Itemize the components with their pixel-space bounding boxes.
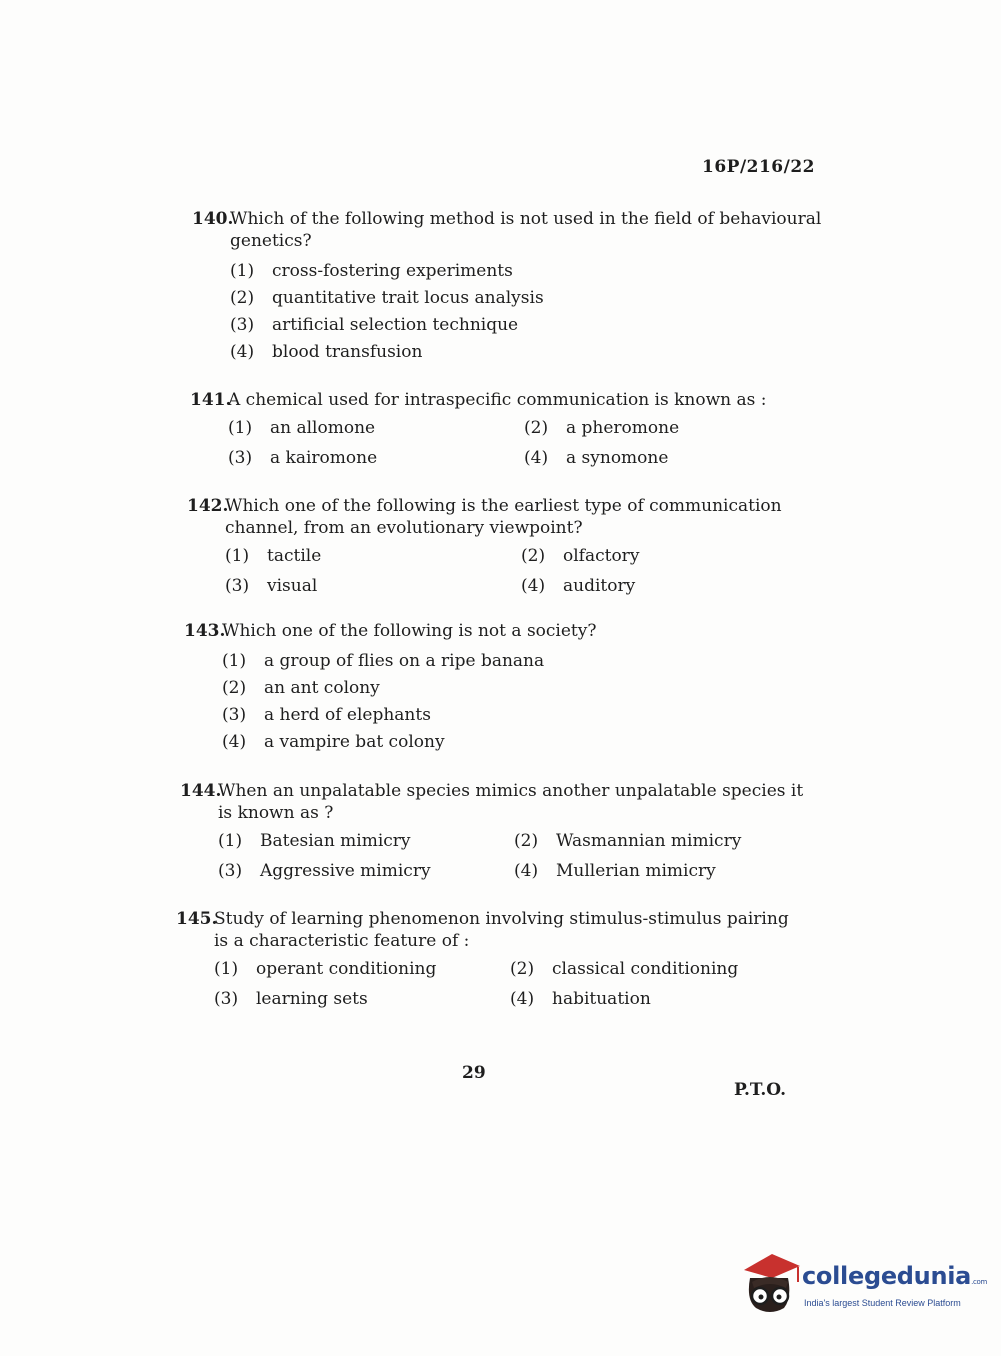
- brand-name: collegedunia.com: [802, 1262, 988, 1290]
- question-140: [192, 208, 822, 365]
- question-text: Which one of the following is the earliest type of communication channel, from an evolutionary viewpoint?: [225, 496, 782, 538]
- question-143: [184, 620, 814, 755]
- pto-label: P.T.O.: [734, 1080, 786, 1100]
- question-number: 140.: [192, 209, 234, 229]
- options-list: [184, 647, 814, 755]
- page-number: 29: [462, 1063, 486, 1083]
- option-2: (2) quantitative trait locus analysis: [230, 287, 544, 308]
- options-grid: [176, 957, 806, 1011]
- question-142: [187, 495, 817, 598]
- question-number: 143.: [184, 621, 226, 641]
- question-number: 144.: [180, 781, 222, 801]
- option-1: (1) operant conditioning: [214, 959, 437, 979]
- collegedunia-watermark: [740, 1248, 988, 1318]
- mascot-icon: [740, 1248, 802, 1316]
- question-145: [176, 908, 806, 1011]
- question-number: 141.: [190, 390, 232, 410]
- option-2: (2) olfactory: [521, 546, 640, 566]
- option-1: (1) Batesian mimicry: [218, 831, 411, 851]
- paper-code: 16P/216/22: [702, 157, 816, 177]
- question-text: Which of the following method is not used in the field of behavioural genetics?: [230, 209, 822, 251]
- option-3: (3) a herd of elephants: [222, 704, 431, 725]
- options-grid: [187, 544, 817, 598]
- option-4: (4) auditory: [521, 576, 636, 596]
- option-1: (1) tactile: [225, 546, 322, 566]
- option-3: (3) visual: [225, 576, 318, 596]
- question-text: When an unpalatable species mimics another unpalatable species it is known as ?: [218, 781, 804, 823]
- option-2: (2) a pheromone: [524, 418, 680, 438]
- option-4: (4) a vampire bat colony: [222, 731, 445, 752]
- option-4: (4) habituation: [510, 989, 651, 1009]
- question-144: [180, 780, 810, 883]
- options-grid: [190, 416, 820, 470]
- option-1: (1) cross-fostering experiments: [230, 260, 513, 281]
- question-number: 145.: [176, 909, 218, 929]
- option-3: (3) learning sets: [214, 989, 368, 1009]
- option-3: (3) Aggressive mimicry: [218, 861, 431, 881]
- question-text: Which one of the following is not a society?: [222, 621, 597, 641]
- options-grid: [180, 829, 810, 883]
- question-number: 142.: [187, 496, 229, 516]
- option-2: (2) classical conditioning: [510, 959, 739, 979]
- option-4: (4) blood transfusion: [230, 341, 423, 362]
- option-3: (3) artificial selection technique: [230, 314, 519, 335]
- question-141: [190, 389, 820, 470]
- question-text: Study of learning phenomenon involving stimulus-stimulus pairing is a characteristic feature of :: [214, 909, 789, 951]
- option-3: (3) a kairomone: [228, 448, 378, 468]
- option-4: (4) Mullerian mimicry: [514, 861, 716, 881]
- question-text: A chemical used for intraspecific communication is known as :: [228, 390, 767, 410]
- option-2: (2) Wasmannian mimicry: [514, 831, 742, 851]
- brand-tagline: India's largest Student Review Platform: [804, 1298, 961, 1308]
- option-4: (4) a synomone: [524, 448, 669, 468]
- options-list: [192, 257, 822, 365]
- option-1: (1) a group of flies on a ripe banana: [222, 650, 545, 671]
- option-1: (1) an allomone: [228, 418, 376, 438]
- option-2: (2) an ant colony: [222, 677, 380, 698]
